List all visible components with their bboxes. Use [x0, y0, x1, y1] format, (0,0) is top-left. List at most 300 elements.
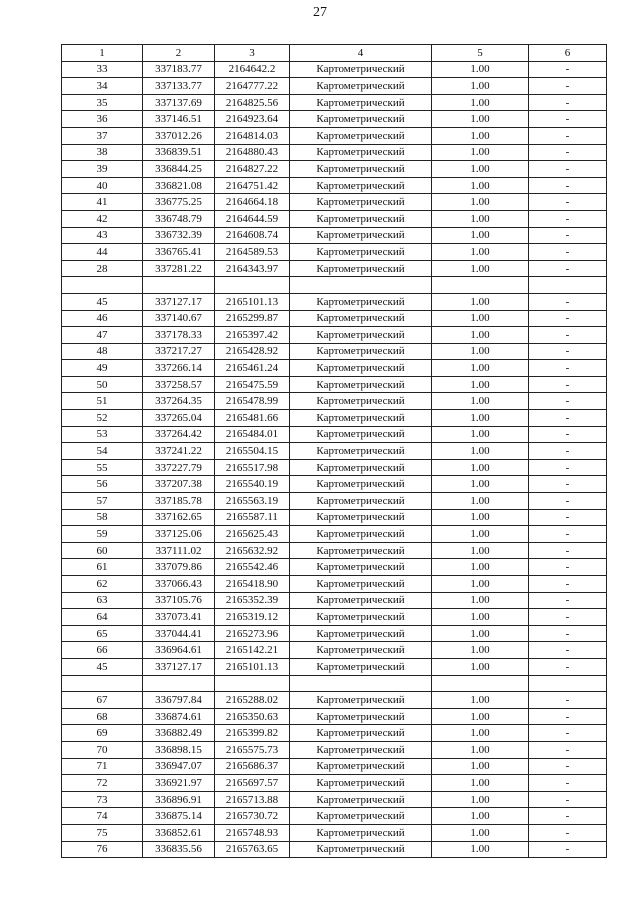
- point-number-cell: 35: [62, 94, 143, 111]
- method-cell: [290, 277, 432, 294]
- method-cell: Картометрический: [290, 177, 432, 194]
- y-coordinate-cell: 2165763.65: [215, 841, 290, 858]
- method-cell: Картометрический: [290, 808, 432, 825]
- table-row: [62, 161, 607, 178]
- table-row: [62, 542, 607, 559]
- y-coordinate-cell: 2165428.92: [215, 343, 290, 360]
- accuracy-cell: 1.00: [432, 824, 529, 841]
- y-coordinate-cell: 2164751.42: [215, 177, 290, 194]
- table-row: [62, 78, 607, 95]
- point-number-cell: 66: [62, 642, 143, 659]
- table-row: [62, 592, 607, 609]
- point-number-cell: 44: [62, 244, 143, 261]
- method-cell: Картометрический: [290, 576, 432, 593]
- method-cell: Картометрический: [290, 725, 432, 742]
- y-coordinate-cell: 2165748.93: [215, 824, 290, 841]
- accuracy-cell: 1.00: [432, 227, 529, 244]
- note-cell: -: [529, 94, 607, 111]
- accuracy-cell: 1.00: [432, 642, 529, 659]
- x-coordinate-cell: 337127.17: [143, 658, 215, 675]
- method-cell: Картометрический: [290, 509, 432, 526]
- point-number-cell: 70: [62, 741, 143, 758]
- x-coordinate-cell: 337227.79: [143, 459, 215, 476]
- x-coordinate-cell: 337264.42: [143, 426, 215, 443]
- table-row: [62, 227, 607, 244]
- table-row: [62, 393, 607, 410]
- table-row: [62, 824, 607, 841]
- table-row: [62, 260, 607, 277]
- y-coordinate-cell: 2165288.02: [215, 692, 290, 709]
- x-coordinate-cell: 336874.61: [143, 708, 215, 725]
- point-number-cell: 41: [62, 194, 143, 211]
- y-coordinate-cell: 2164825.56: [215, 94, 290, 111]
- x-coordinate-cell: 337265.04: [143, 410, 215, 427]
- table-row: [62, 194, 607, 211]
- point-number-cell: 45: [62, 658, 143, 675]
- header-cell: 5: [432, 45, 529, 62]
- method-cell: Картометрический: [290, 758, 432, 775]
- x-coordinate-cell: 337264.35: [143, 393, 215, 410]
- note-cell: -: [529, 775, 607, 792]
- y-coordinate-cell: 2165399.82: [215, 725, 290, 742]
- point-number-cell: 72: [62, 775, 143, 792]
- x-coordinate-cell: 336775.25: [143, 194, 215, 211]
- point-number-cell: 58: [62, 509, 143, 526]
- x-coordinate-cell: 337140.67: [143, 310, 215, 327]
- table-row: [62, 244, 607, 261]
- method-cell: Картометрический: [290, 161, 432, 178]
- y-coordinate-cell: 2165397.42: [215, 327, 290, 344]
- y-coordinate-cell: 2164664.18: [215, 194, 290, 211]
- x-coordinate-cell: 337133.77: [143, 78, 215, 95]
- y-coordinate-cell: 2165587.11: [215, 509, 290, 526]
- accuracy-cell: 1.00: [432, 144, 529, 161]
- method-cell: Картометрический: [290, 692, 432, 709]
- method-cell: Картометрический: [290, 625, 432, 642]
- accuracy-cell: 1.00: [432, 725, 529, 742]
- method-cell: Картометрический: [290, 642, 432, 659]
- y-coordinate-cell: 2165563.19: [215, 493, 290, 510]
- point-number-cell: 36: [62, 111, 143, 128]
- x-coordinate-cell: 337266.14: [143, 360, 215, 377]
- note-cell: -: [529, 758, 607, 775]
- accuracy-cell: 1.00: [432, 161, 529, 178]
- y-coordinate-cell: 2165478.99: [215, 393, 290, 410]
- page-number: 27: [313, 5, 327, 20]
- y-coordinate-cell: 2165319.12: [215, 609, 290, 626]
- accuracy-cell: 1.00: [432, 327, 529, 344]
- x-coordinate-cell: 337079.86: [143, 559, 215, 576]
- header-cell: 1: [62, 45, 143, 62]
- y-coordinate-cell: 2165350.63: [215, 708, 290, 725]
- point-number-cell: 52: [62, 410, 143, 427]
- accuracy-cell: 1.00: [432, 609, 529, 626]
- method-cell: Картометрический: [290, 210, 432, 227]
- header-cell: 6: [529, 45, 607, 62]
- point-number-cell: 63: [62, 592, 143, 609]
- y-coordinate-cell: 2164644.59: [215, 210, 290, 227]
- accuracy-cell: [432, 277, 529, 294]
- point-number-cell: 67: [62, 692, 143, 709]
- note-cell: -: [529, 509, 607, 526]
- method-cell: Картометрический: [290, 144, 432, 161]
- accuracy-cell: 1.00: [432, 177, 529, 194]
- accuracy-cell: 1.00: [432, 493, 529, 510]
- table-row: [62, 708, 607, 725]
- point-number-cell: 55: [62, 459, 143, 476]
- table-row: [62, 692, 607, 709]
- point-number-cell: 40: [62, 177, 143, 194]
- method-cell: Картометрический: [290, 741, 432, 758]
- method-cell: Картометрический: [290, 78, 432, 95]
- x-coordinate-cell: 336898.15: [143, 741, 215, 758]
- note-cell: -: [529, 127, 607, 144]
- method-cell: Картометрический: [290, 592, 432, 609]
- method-cell: Картометрический: [290, 127, 432, 144]
- y-coordinate-cell: 2165352.39: [215, 592, 290, 609]
- note-cell: -: [529, 260, 607, 277]
- point-number-cell: [62, 277, 143, 294]
- note-cell: -: [529, 144, 607, 161]
- x-coordinate-cell: 337281.22: [143, 260, 215, 277]
- accuracy-cell: 1.00: [432, 625, 529, 642]
- accuracy-cell: 1.00: [432, 559, 529, 576]
- table-row: [62, 94, 607, 111]
- note-cell: -: [529, 526, 607, 543]
- y-coordinate-cell: 2165686.37: [215, 758, 290, 775]
- x-coordinate-cell: 337111.02: [143, 542, 215, 559]
- x-coordinate-cell: [143, 675, 215, 692]
- note-cell: -: [529, 576, 607, 593]
- x-coordinate-cell: [143, 277, 215, 294]
- table-row: [62, 61, 607, 78]
- y-coordinate-cell: 2165575.73: [215, 741, 290, 758]
- table-row: [62, 327, 607, 344]
- y-coordinate-cell: 2165101.13: [215, 293, 290, 310]
- accuracy-cell: 1.00: [432, 244, 529, 261]
- note-cell: [529, 277, 607, 294]
- method-cell: Картометрический: [290, 493, 432, 510]
- accuracy-cell: 1.00: [432, 194, 529, 211]
- note-cell: -: [529, 310, 607, 327]
- y-coordinate-cell: 2164814.03: [215, 127, 290, 144]
- y-coordinate-cell: 2165481.66: [215, 410, 290, 427]
- point-number-cell: 50: [62, 376, 143, 393]
- table-row: [62, 658, 607, 675]
- method-cell: Картометрический: [290, 327, 432, 344]
- table-row: [62, 426, 607, 443]
- table-row: [62, 559, 607, 576]
- note-cell: -: [529, 61, 607, 78]
- x-coordinate-cell: 337073.41: [143, 609, 215, 626]
- accuracy-cell: 1.00: [432, 808, 529, 825]
- header-row: [62, 45, 607, 62]
- x-coordinate-cell: 337185.78: [143, 493, 215, 510]
- accuracy-cell: 1.00: [432, 310, 529, 327]
- note-cell: -: [529, 542, 607, 559]
- x-coordinate-cell: 337178.33: [143, 327, 215, 344]
- table-row: [62, 111, 607, 128]
- accuracy-cell: 1.00: [432, 592, 529, 609]
- point-number-cell: 56: [62, 476, 143, 493]
- x-coordinate-cell: 336732.39: [143, 227, 215, 244]
- point-number-cell: 34: [62, 78, 143, 95]
- x-coordinate-cell: 336835.56: [143, 841, 215, 858]
- point-number-cell: 64: [62, 609, 143, 626]
- x-coordinate-cell: 336821.08: [143, 177, 215, 194]
- note-cell: -: [529, 824, 607, 841]
- y-coordinate-cell: 2164827.22: [215, 161, 290, 178]
- y-coordinate-cell: 2165418.90: [215, 576, 290, 593]
- table-row: [62, 293, 607, 310]
- accuracy-cell: 1.00: [432, 841, 529, 858]
- method-cell: Картометрический: [290, 360, 432, 377]
- x-coordinate-cell: 336839.51: [143, 144, 215, 161]
- table-row: [62, 625, 607, 642]
- y-coordinate-cell: 2164777.22: [215, 78, 290, 95]
- y-coordinate-cell: 2165142.21: [215, 642, 290, 659]
- y-coordinate-cell: 2165517.98: [215, 459, 290, 476]
- table-row: [62, 210, 607, 227]
- x-coordinate-cell: 336947.07: [143, 758, 215, 775]
- table-row: [62, 443, 607, 460]
- point-number-cell: 51: [62, 393, 143, 410]
- accuracy-cell: 1.00: [432, 758, 529, 775]
- method-cell: Картометрический: [290, 227, 432, 244]
- point-number-cell: 61: [62, 559, 143, 576]
- note-cell: -: [529, 111, 607, 128]
- accuracy-cell: 1.00: [432, 658, 529, 675]
- table-row: [62, 576, 607, 593]
- point-number-cell: 28: [62, 260, 143, 277]
- table-separator-row: [62, 675, 607, 692]
- y-coordinate-cell: 2165504.15: [215, 443, 290, 460]
- accuracy-cell: 1.00: [432, 791, 529, 808]
- table-row: [62, 808, 607, 825]
- method-cell: [290, 675, 432, 692]
- note-cell: -: [529, 376, 607, 393]
- note-cell: -: [529, 658, 607, 675]
- y-coordinate-cell: 2165730.72: [215, 808, 290, 825]
- table-row: [62, 642, 607, 659]
- point-number-cell: 53: [62, 426, 143, 443]
- x-coordinate-cell: 337258.57: [143, 376, 215, 393]
- note-cell: -: [529, 741, 607, 758]
- note-cell: -: [529, 177, 607, 194]
- note-cell: -: [529, 443, 607, 460]
- x-coordinate-cell: 336921.97: [143, 775, 215, 792]
- y-coordinate-cell: 2165632.92: [215, 542, 290, 559]
- accuracy-cell: 1.00: [432, 111, 529, 128]
- point-number-cell: 54: [62, 443, 143, 460]
- table-row: [62, 791, 607, 808]
- table-row: [62, 509, 607, 526]
- point-number-cell: 39: [62, 161, 143, 178]
- point-number-cell: 37: [62, 127, 143, 144]
- note-cell: -: [529, 592, 607, 609]
- accuracy-cell: 1.00: [432, 260, 529, 277]
- note-cell: -: [529, 293, 607, 310]
- accuracy-cell: 1.00: [432, 509, 529, 526]
- x-coordinate-cell: 337162.65: [143, 509, 215, 526]
- table-row: [62, 343, 607, 360]
- accuracy-cell: 1.00: [432, 692, 529, 709]
- point-number-cell: 38: [62, 144, 143, 161]
- method-cell: Картометрический: [290, 194, 432, 211]
- note-cell: -: [529, 210, 607, 227]
- note-cell: -: [529, 841, 607, 858]
- y-coordinate-cell: 2164923.64: [215, 111, 290, 128]
- table-row: [62, 725, 607, 742]
- accuracy-cell: 1.00: [432, 393, 529, 410]
- method-cell: Картометрический: [290, 775, 432, 792]
- method-cell: Картометрический: [290, 708, 432, 725]
- note-cell: -: [529, 410, 607, 427]
- point-number-cell: 71: [62, 758, 143, 775]
- method-cell: Картометрический: [290, 376, 432, 393]
- point-number-cell: 46: [62, 310, 143, 327]
- table-row: [62, 360, 607, 377]
- x-coordinate-cell: 336852.61: [143, 824, 215, 841]
- x-coordinate-cell: 336882.49: [143, 725, 215, 742]
- table-row: [62, 758, 607, 775]
- x-coordinate-cell: 337012.26: [143, 127, 215, 144]
- x-coordinate-cell: 336765.41: [143, 244, 215, 261]
- point-number-cell: 42: [62, 210, 143, 227]
- note-cell: -: [529, 426, 607, 443]
- accuracy-cell: 1.00: [432, 293, 529, 310]
- note-cell: -: [529, 625, 607, 642]
- point-number-cell: 68: [62, 708, 143, 725]
- x-coordinate-cell: 336797.84: [143, 692, 215, 709]
- method-cell: Картометрический: [290, 841, 432, 858]
- accuracy-cell: 1.00: [432, 78, 529, 95]
- note-cell: [529, 675, 607, 692]
- note-cell: -: [529, 343, 607, 360]
- y-coordinate-cell: 2165713.88: [215, 791, 290, 808]
- accuracy-cell: 1.00: [432, 127, 529, 144]
- x-coordinate-cell: 337217.27: [143, 343, 215, 360]
- point-number-cell: 48: [62, 343, 143, 360]
- y-coordinate-cell: 2165540.19: [215, 476, 290, 493]
- note-cell: -: [529, 692, 607, 709]
- method-cell: Картометрический: [290, 61, 432, 78]
- accuracy-cell: 1.00: [432, 476, 529, 493]
- note-cell: -: [529, 360, 607, 377]
- x-coordinate-cell: 337044.41: [143, 625, 215, 642]
- y-coordinate-cell: [215, 277, 290, 294]
- table-row: [62, 376, 607, 393]
- method-cell: Картометрический: [290, 609, 432, 626]
- method-cell: Картометрический: [290, 526, 432, 543]
- note-cell: -: [529, 194, 607, 211]
- method-cell: Картометрический: [290, 426, 432, 443]
- point-number-cell: 45: [62, 293, 143, 310]
- point-number-cell: 69: [62, 725, 143, 742]
- point-number-cell: 57: [62, 493, 143, 510]
- accuracy-cell: 1.00: [432, 775, 529, 792]
- x-coordinate-cell: 337125.06: [143, 526, 215, 543]
- table-row: [62, 476, 607, 493]
- point-number-cell: 76: [62, 841, 143, 858]
- y-coordinate-cell: 2165101.13: [215, 658, 290, 675]
- note-cell: -: [529, 244, 607, 261]
- x-coordinate-cell: 337146.51: [143, 111, 215, 128]
- accuracy-cell: 1.00: [432, 360, 529, 377]
- point-number-cell: 43: [62, 227, 143, 244]
- note-cell: -: [529, 476, 607, 493]
- note-cell: -: [529, 791, 607, 808]
- accuracy-cell: 1.00: [432, 708, 529, 725]
- x-coordinate-cell: 337241.22: [143, 443, 215, 460]
- note-cell: -: [529, 609, 607, 626]
- note-cell: -: [529, 708, 607, 725]
- method-cell: Картометрический: [290, 293, 432, 310]
- point-number-cell: 75: [62, 824, 143, 841]
- accuracy-cell: 1.00: [432, 410, 529, 427]
- point-number-cell: 62: [62, 576, 143, 593]
- note-cell: -: [529, 559, 607, 576]
- coordinates-table: [61, 44, 607, 858]
- point-number-cell: 65: [62, 625, 143, 642]
- y-coordinate-cell: 2165475.59: [215, 376, 290, 393]
- x-coordinate-cell: 336964.61: [143, 642, 215, 659]
- method-cell: Картометрический: [290, 244, 432, 261]
- point-number-cell: 47: [62, 327, 143, 344]
- point-number-cell: 59: [62, 526, 143, 543]
- point-number-cell: 73: [62, 791, 143, 808]
- table-body: [62, 61, 607, 858]
- method-cell: Картометрический: [290, 94, 432, 111]
- table-row: [62, 741, 607, 758]
- note-cell: -: [529, 78, 607, 95]
- method-cell: Картометрический: [290, 310, 432, 327]
- accuracy-cell: 1.00: [432, 542, 529, 559]
- note-cell: -: [529, 642, 607, 659]
- table-separator-row: [62, 277, 607, 294]
- method-cell: Картометрический: [290, 824, 432, 841]
- note-cell: -: [529, 725, 607, 742]
- table-row: [62, 177, 607, 194]
- y-coordinate-cell: 2165273.96: [215, 625, 290, 642]
- table-row: [62, 775, 607, 792]
- method-cell: Картометрический: [290, 343, 432, 360]
- method-cell: Картометрический: [290, 459, 432, 476]
- table-row: [62, 144, 607, 161]
- accuracy-cell: 1.00: [432, 210, 529, 227]
- table-row: [62, 127, 607, 144]
- y-coordinate-cell: 2165299.87: [215, 310, 290, 327]
- accuracy-cell: [432, 675, 529, 692]
- table-row: [62, 493, 607, 510]
- accuracy-cell: 1.00: [432, 526, 529, 543]
- y-coordinate-cell: 2165697.57: [215, 775, 290, 792]
- x-coordinate-cell: 336748.79: [143, 210, 215, 227]
- table-row: [62, 841, 607, 858]
- y-coordinate-cell: 2164343.97: [215, 260, 290, 277]
- method-cell: Картометрический: [290, 410, 432, 427]
- accuracy-cell: 1.00: [432, 459, 529, 476]
- table-header: [62, 45, 607, 62]
- y-coordinate-cell: 2164589.53: [215, 244, 290, 261]
- x-coordinate-cell: 337137.69: [143, 94, 215, 111]
- header-cell: 3: [215, 45, 290, 62]
- note-cell: -: [529, 161, 607, 178]
- table-row: [62, 459, 607, 476]
- point-number-cell: 74: [62, 808, 143, 825]
- x-coordinate-cell: 337105.76: [143, 592, 215, 609]
- note-cell: -: [529, 327, 607, 344]
